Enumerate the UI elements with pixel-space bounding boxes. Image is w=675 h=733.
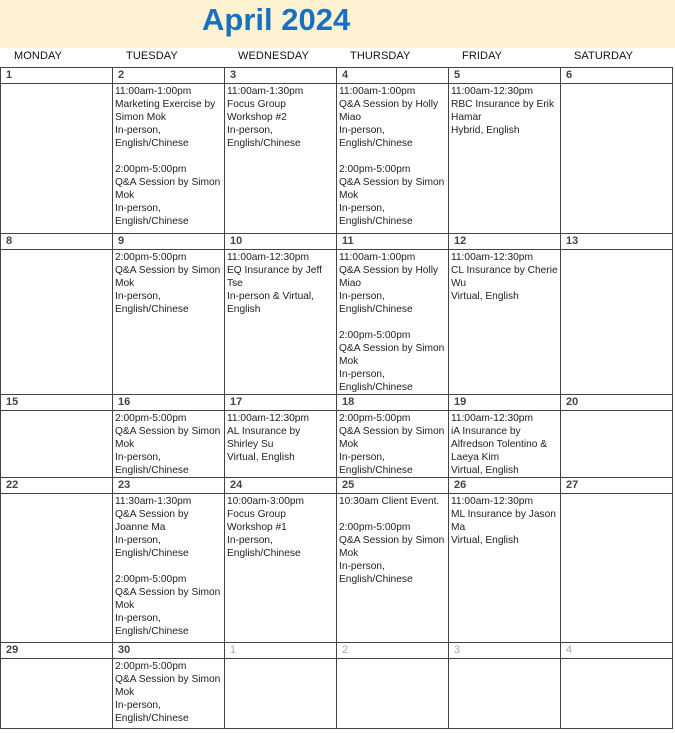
day-events-cell	[449, 84, 561, 234]
calendar-event[interactable]: 2:00pm-5:00pm Q&A Session by Simon Mok In-person, English/Chinese	[339, 330, 445, 393]
day-events-cell	[337, 494, 449, 643]
day-number: 26	[454, 479, 467, 491]
day-events-cell	[1, 250, 113, 395]
day-events-cell	[561, 659, 673, 729]
day-number-cell	[1, 643, 113, 659]
day-events-cell	[113, 411, 225, 478]
day-number-cell	[113, 478, 225, 494]
day-number: 1	[6, 69, 13, 81]
day-number: 9	[118, 235, 125, 247]
day-events-cell	[225, 84, 337, 234]
weekday-friday: FRIDAY	[462, 50, 503, 62]
day-number-cell	[225, 395, 337, 411]
day-number: 13	[566, 235, 579, 247]
day-number-cell	[561, 234, 673, 250]
calendar-event[interactable]: 2:00pm-5:00pm Q&A Session by Simon Mok In-person, English/Chinese	[339, 522, 445, 585]
day-events-cell	[1, 659, 113, 729]
day-number-cell	[1, 68, 113, 84]
weekday-monday: MONDAY	[14, 50, 63, 62]
day-number-cell	[561, 478, 673, 494]
week-1-events	[1, 84, 673, 234]
calendar-event[interactable]: 11:00am-12:30pm CL Insurance by Cherie Wu Virtual, English	[451, 252, 558, 302]
day-events-cell	[113, 659, 225, 729]
day-number-cell	[561, 643, 673, 659]
day-number: 4	[342, 69, 349, 81]
day-events-cell	[337, 659, 449, 729]
calendar-event[interactable]: 2:00pm-5:00pm Q&A Session by Simon Mok In-person, English/Chinese	[115, 661, 221, 724]
day-events-cell	[561, 494, 673, 643]
day-number: 3	[230, 69, 237, 81]
weekday-saturday: SATURDAY	[574, 50, 634, 62]
week-3-dates	[1, 395, 673, 411]
calendar-event[interactable]: 11:00am-1:30pm Focus Group Workshop #2 In-person, English/Chinese	[227, 86, 304, 149]
day-number-cell	[449, 478, 561, 494]
day-number: 16	[118, 396, 131, 408]
calendar-event[interactable]: 2:00pm-5:00pm Q&A Session by Simon Mok In-person, English/Chinese	[115, 574, 221, 637]
day-number: 18	[342, 396, 355, 408]
week-5-events	[1, 659, 673, 729]
week-2-events	[1, 250, 673, 395]
week-3-events	[1, 411, 673, 478]
day-number-cell	[1, 234, 113, 250]
weekday-tuesday: TUESDAY	[126, 50, 178, 62]
day-number-cell	[113, 68, 225, 84]
day-number-cell	[113, 643, 225, 659]
week-1-dates	[1, 68, 673, 84]
calendar-event[interactable]: 11:30am-1:30pm Q&A Session by Joanne Ma In-person, English/Chinese	[115, 496, 192, 559]
calendar-event[interactable]: 10:00am-3:00pm Focus Group Workshop #1 In-person, English/Chinese	[227, 496, 305, 559]
week-2-dates	[1, 234, 673, 250]
month-title: April 2024	[202, 2, 351, 37]
day-number: 2	[342, 644, 349, 656]
day-events-cell	[225, 411, 337, 478]
week-4-events	[1, 494, 673, 643]
calendar-event[interactable]: 11:00am-1:00pm Q&A Session by Holly Miao In-person, English/Chinese	[339, 86, 439, 149]
day-events-cell	[1, 84, 113, 234]
day-number: 5	[454, 69, 461, 81]
calendar-event[interactable]: 11:00am-12:30pm iA Insurance by Alfredson Tolentino & Laeya Kim Virtual, English	[451, 413, 548, 476]
day-events-cell	[561, 84, 673, 234]
day-number-cell	[225, 643, 337, 659]
calendar-event[interactable]: 2:00pm-5:00pm Q&A Session by Simon Mok In-person, English/Chinese	[339, 164, 445, 227]
day-number: 25	[342, 479, 355, 491]
day-number: 8	[6, 235, 13, 247]
day-events-cell	[337, 250, 449, 395]
day-number-cell	[449, 395, 561, 411]
day-number: 15	[6, 396, 19, 408]
day-number: 4	[566, 644, 573, 656]
day-number: 6	[566, 69, 573, 81]
day-events-cell	[561, 250, 673, 395]
day-number-cell	[561, 395, 673, 411]
day-number-cell	[337, 68, 449, 84]
calendar-event[interactable]: 11:00am-1:00pm Q&A Session by Holly Miao In-person, English/Chinese	[339, 252, 439, 315]
calendar-grid	[0, 67, 673, 729]
day-number: 3	[454, 644, 461, 656]
day-number: 27	[566, 479, 579, 491]
day-number: 11	[342, 235, 354, 247]
month-header	[0, 0, 675, 48]
day-events-cell	[1, 494, 113, 643]
day-events-cell	[337, 411, 449, 478]
calendar-event[interactable]: 11:00am-12:30pm ML Insurance by Jason Ma Virtual, English	[451, 496, 556, 546]
day-number-cell	[337, 643, 449, 659]
day-number: 2	[118, 69, 125, 81]
day-number-cell	[337, 478, 449, 494]
calendar-event[interactable]: 2:00pm-5:00pm Q&A Session by Simon Mok In-person, English/Chinese	[115, 164, 221, 227]
day-events-cell	[225, 494, 337, 643]
day-events-cell	[225, 659, 337, 729]
day-number-cell	[1, 395, 113, 411]
day-number-cell	[113, 234, 225, 250]
day-events-cell	[1, 411, 113, 478]
day-number: 1	[230, 644, 237, 656]
day-number-cell	[225, 478, 337, 494]
calendar-event[interactable]: 11:00am-12:30pm AL Insurance by Shirley Su Virtual, English	[227, 413, 309, 463]
day-number: 12	[454, 235, 467, 247]
day-number: 22	[6, 479, 19, 491]
calendar-event[interactable]: 10:30am Client Event.	[339, 496, 440, 507]
day-events-cell	[113, 250, 225, 395]
calendar-event[interactable]: 2:00pm-5:00pm Q&A Session by Simon Mok In-person, English/Chinese	[115, 252, 221, 315]
day-number: 17	[230, 396, 243, 408]
day-number-cell	[1, 478, 113, 494]
day-number-cell	[449, 643, 561, 659]
day-number-cell	[337, 395, 449, 411]
day-number: 24	[230, 479, 243, 491]
day-number-cell	[113, 395, 225, 411]
day-number-cell	[225, 234, 337, 250]
calendar-event[interactable]: 11:00am-1:00pm Marketing Exercise by Simon Mok In-person, English/Chinese	[115, 86, 216, 149]
calendar-event[interactable]: 11:00am-12:30pm RBC Insurance by Erik Hamar Hybrid, English	[451, 86, 555, 136]
day-events-cell	[449, 659, 561, 729]
day-number-cell	[449, 234, 561, 250]
day-events-cell	[225, 250, 337, 395]
day-number-cell	[225, 68, 337, 84]
day-number-cell	[337, 234, 449, 250]
day-number: 23	[118, 479, 131, 491]
day-number: 30	[118, 644, 131, 656]
day-number: 20	[566, 396, 579, 408]
weekday-thursday: THURSDAY	[350, 50, 411, 62]
calendar-event[interactable]: 11:00am-12:30pm EQ Insurance by Jeff Tse In-person & Virtual, English	[227, 252, 322, 315]
day-number: 19	[454, 396, 467, 408]
week-4-dates	[1, 478, 673, 494]
day-events-cell	[337, 84, 449, 234]
day-events-cell	[449, 411, 561, 478]
weekday-wednesday: WEDNESDAY	[238, 50, 309, 62]
day-events-cell	[449, 250, 561, 395]
day-number: 29	[6, 644, 19, 656]
day-events-cell	[449, 494, 561, 643]
calendar-event[interactable]: 2:00pm-5:00pm Q&A Session by Simon Mok In-person, English/Chinese	[115, 413, 221, 476]
calendar-event[interactable]: 2:00pm-5:00pm Q&A Session by Simon Mok In-person, English/Chinese	[339, 413, 445, 476]
day-number-cell	[561, 68, 673, 84]
day-events-cell	[113, 494, 225, 643]
day-number-cell	[449, 68, 561, 84]
week-5-dates	[1, 643, 673, 659]
day-events-cell	[561, 411, 673, 478]
day-events-cell	[113, 84, 225, 234]
day-number: 10	[230, 235, 243, 247]
